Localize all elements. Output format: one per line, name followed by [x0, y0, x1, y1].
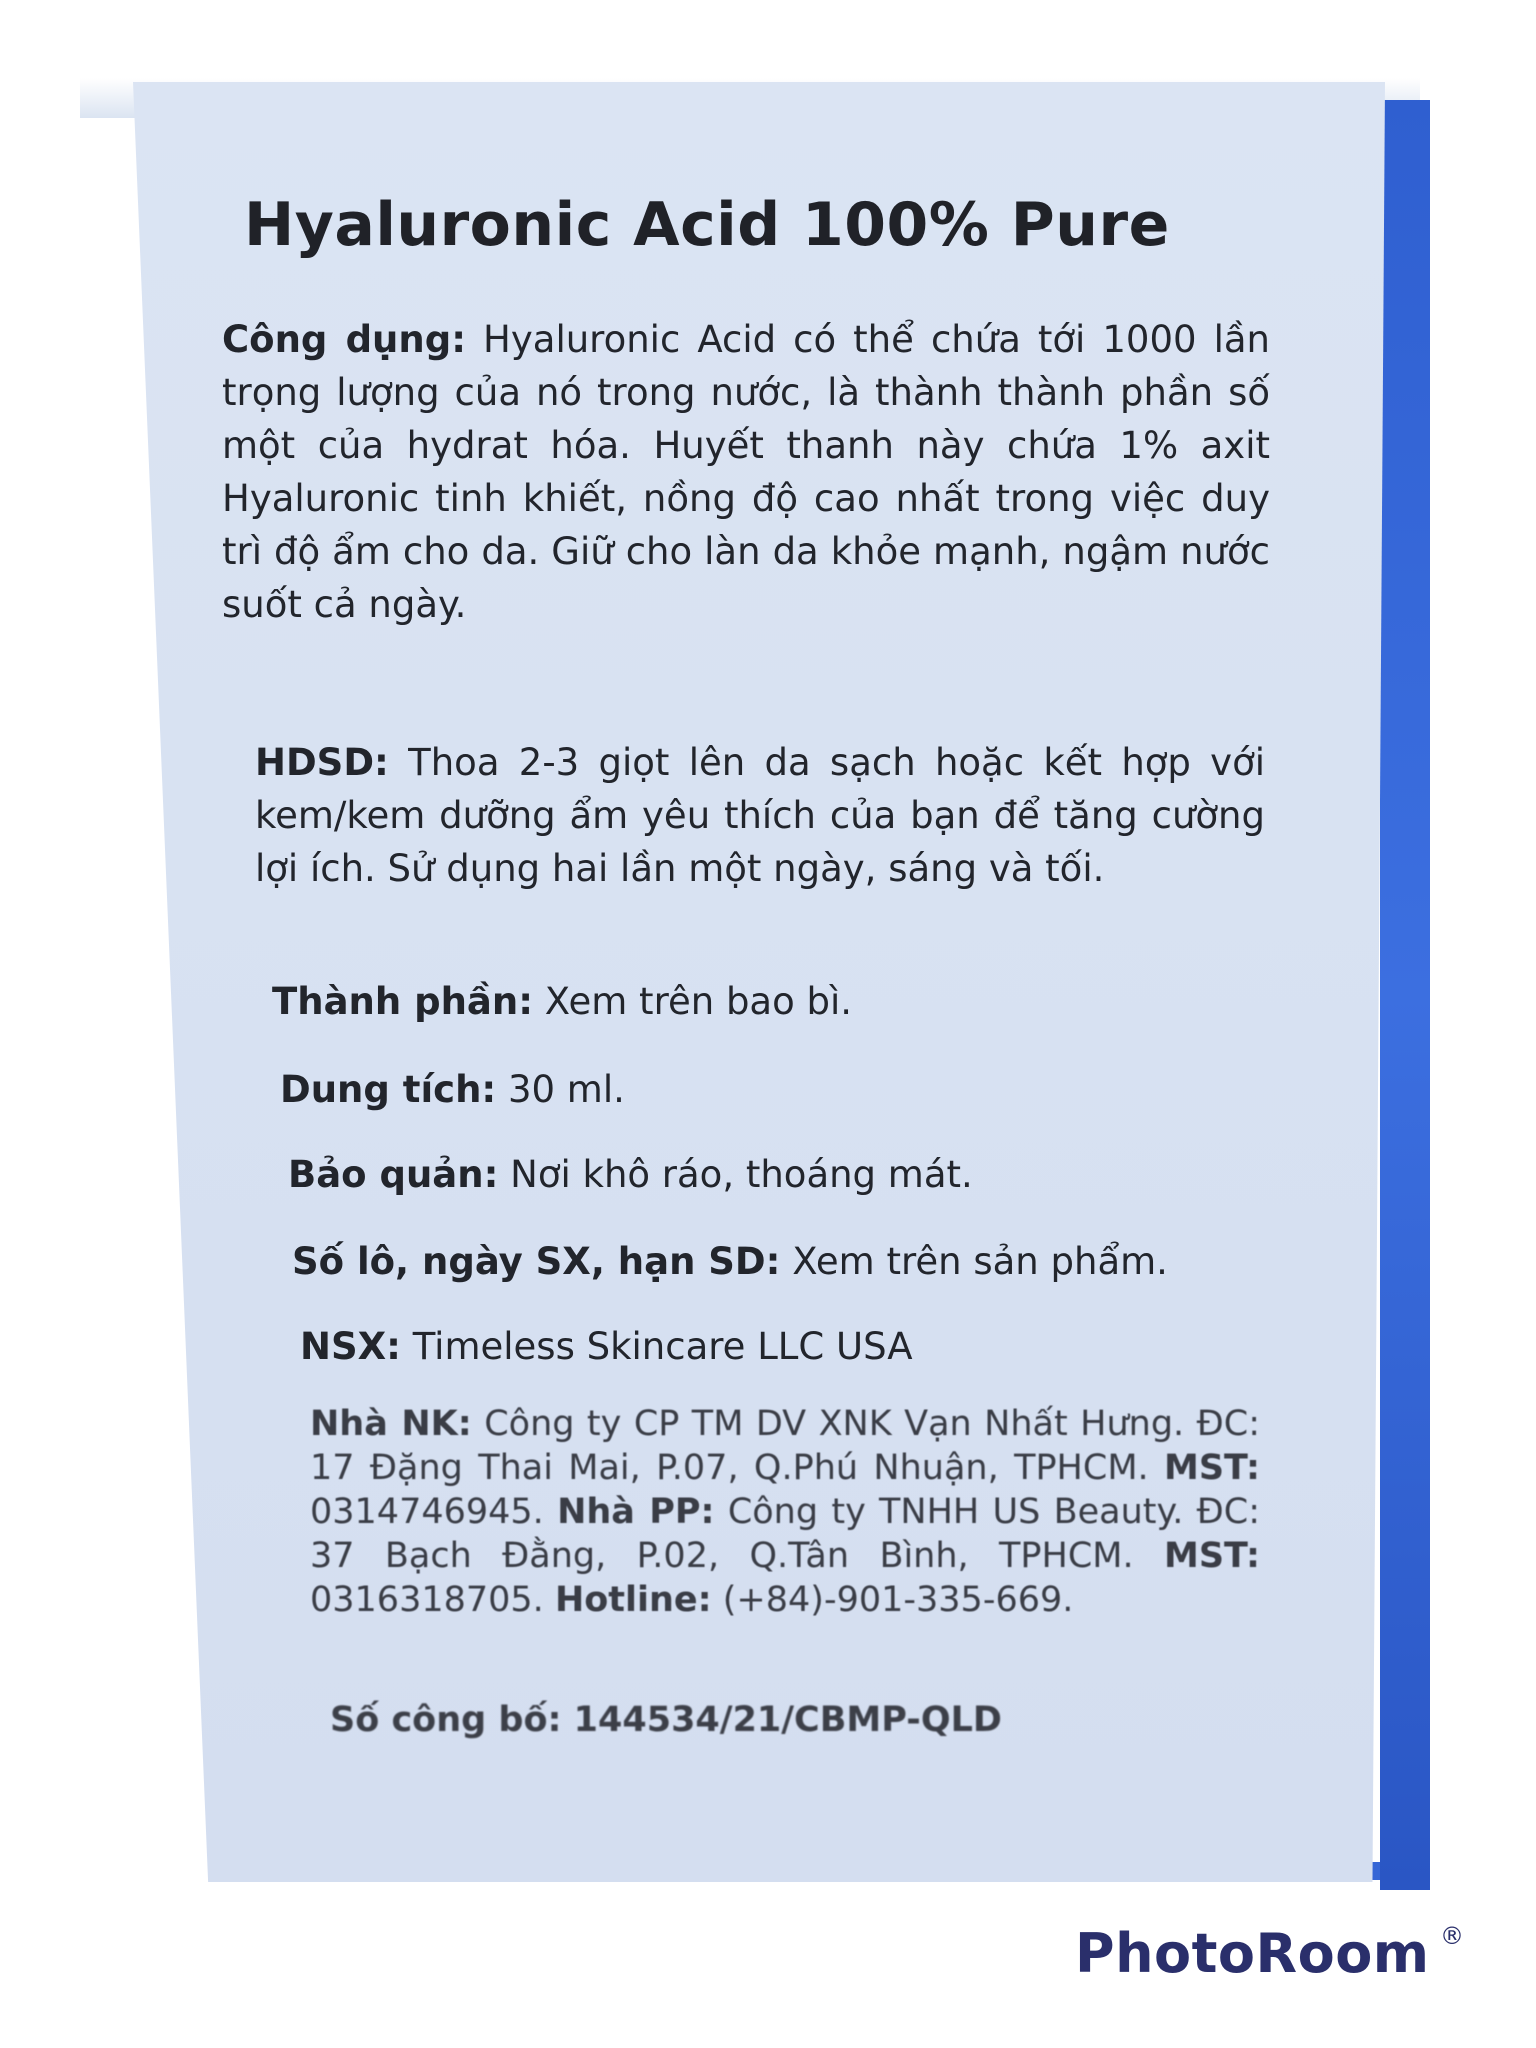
directions-label: HDSD: [255, 741, 389, 784]
distributor-text: Công ty TNHH US Beauty. ĐC: 37 Bạch Đằng, P.02, Q.Tân Bình, TPHCM. [310, 1492, 1260, 1576]
importer-mst-label: MST: [1164, 1448, 1260, 1488]
directions-paragraph [255, 736, 1265, 895]
ingredients-label: Thành phần: [272, 980, 534, 1023]
manufacturer-text: Timeless Skincare LLC USA [400, 1325, 913, 1368]
importer-label: Nhà NK: [310, 1404, 472, 1444]
volume-label: Dung tích: [280, 1068, 497, 1111]
distributor-mst: 0316318705. [310, 1580, 555, 1620]
usage-text: Hyaluronic Acid có thể chứa tới 1000 lần trọng lượng của nó trong nước, là thành thành phần số một của hydrat hóa. Huyết thanh này chứa 1% axit Hyaluronic tinh khiết, nồng độ cao nhất trong việc duy trì độ ẩm cho da. Giữ cho làn da khỏe mạnh, ngậm nước suốt cả ngày. [222, 318, 1270, 626]
distributor-mst-label: MST: [1164, 1536, 1260, 1576]
importer-text: Công ty CP TM DV XNK Vạn Nhất Hưng. ĐC: 17 Đặng Thai Mai, P.07, Q.Phú Nhuận, TPHCM. [310, 1404, 1260, 1488]
manufacturer-label: NSX: [300, 1325, 401, 1368]
directions-text: Thoa 2-3 giọt lên da sạch hoặc kết hợp với kem/kem dưỡng ẩm yêu thích của bạn để tăng cường lợi ích. Sử dụng hai lần một ngày, sáng và tối. [255, 741, 1265, 890]
importer-paragraph [310, 1402, 1260, 1622]
usage-label: Công dụng: [222, 318, 467, 361]
registration-number: Số công bố: 144534/21/CBMP-QLD [330, 1700, 1002, 1740]
usage-paragraph [222, 313, 1270, 631]
batch-label: Số lô, ngày SX, hạn SD: [292, 1240, 781, 1283]
batch-line [292, 1240, 1168, 1283]
volume-text: 30 ml. [496, 1068, 625, 1111]
batch-text: Xem trên sản phẩm. [780, 1240, 1168, 1283]
distributor-label: Nhà PP: [557, 1492, 715, 1532]
storage-label: Bảo quản: [288, 1153, 499, 1196]
photoroom-watermark: PhotoRoom [1075, 1922, 1430, 1985]
registered-mark: ® [1440, 1922, 1464, 1950]
importer-mst: 0314746945. [310, 1492, 558, 1532]
volume-line [280, 1068, 625, 1111]
storage-line [288, 1153, 973, 1196]
ingredients-text: Xem trên bao bì. [533, 980, 853, 1023]
product-title: Hyaluronic Acid 100% Pure [244, 190, 1170, 260]
manufacturer-line [300, 1325, 913, 1368]
hotline-label: Hotline: [554, 1580, 712, 1620]
storage-text: Nơi khô ráo, thoáng mát. [498, 1153, 973, 1196]
ingredients-line [272, 980, 852, 1023]
hotline-number: (+84)-901-335-669. [711, 1580, 1074, 1620]
